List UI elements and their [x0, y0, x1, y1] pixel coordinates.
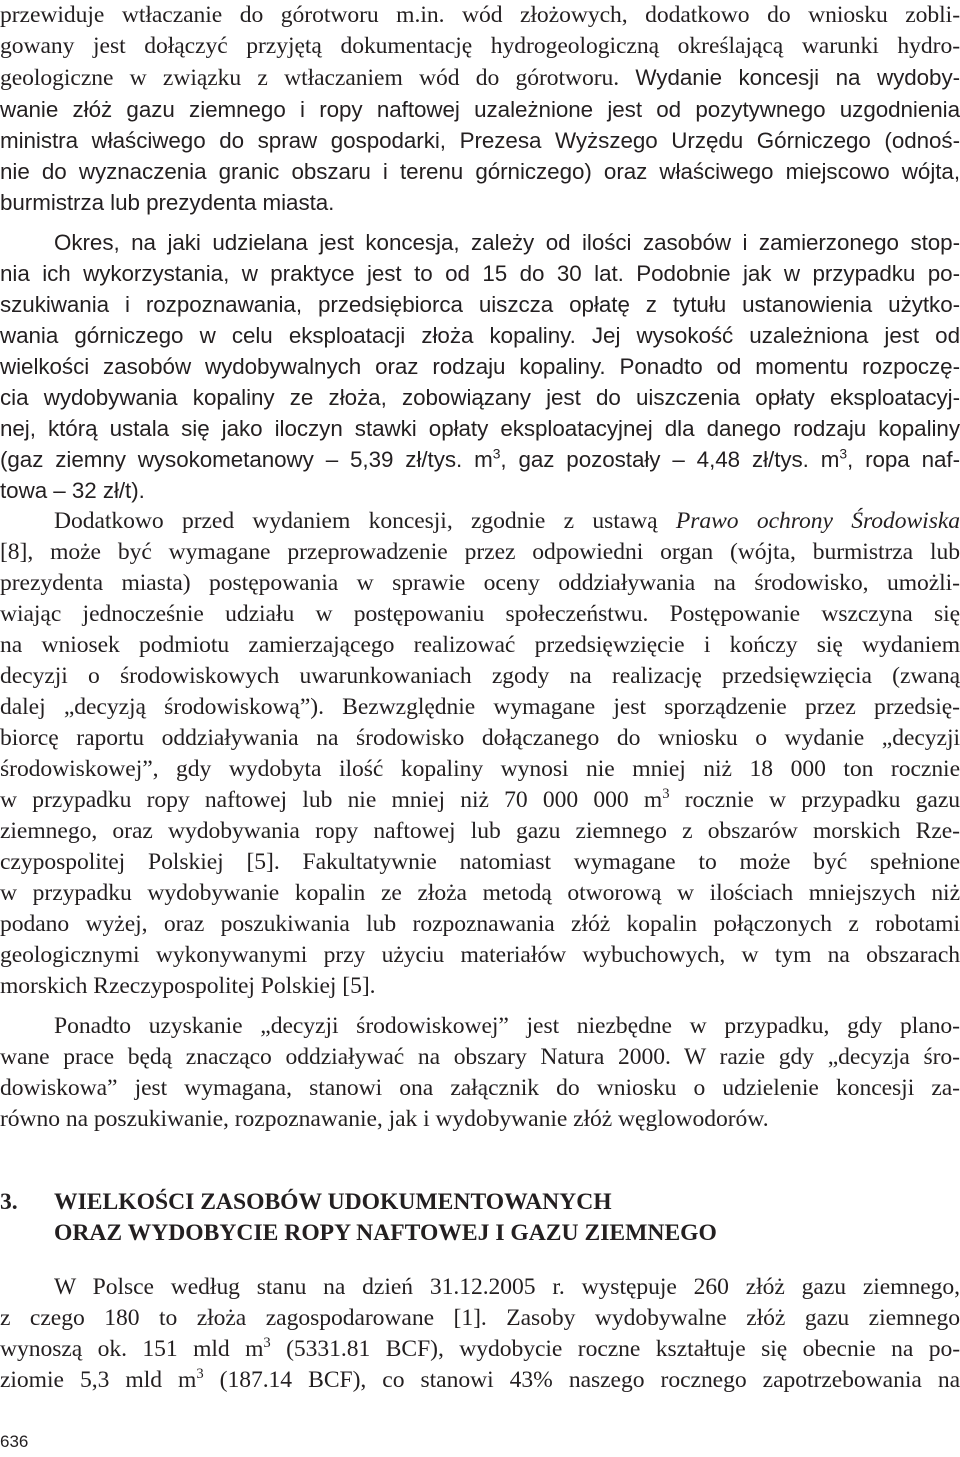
superscript: 3	[492, 445, 501, 462]
text-line: podano wyżej, oraz poszukiwania lub rozpoznawania złóż kopalin połączonych z robotami	[0, 911, 960, 937]
sans-serif-fragment: Wydanie koncesji na wydoby-	[635, 65, 960, 90]
section-title	[54, 1187, 717, 1249]
superscript: 3	[263, 1334, 271, 1351]
text-line: geologiczne w związku z wtłaczaniem wód do górotworu. Wydanie koncesji na wydoby-	[0, 65, 960, 91]
text-line: gowany jest dołączyć przyjętą dokumentację hydrogeologiczną określającą warunki hydro-	[0, 33, 960, 59]
text-line: środowiskowej”, gdy wydobyta ilość kopaliny wynosi nie mniej niż 18 000 ton rocznie	[0, 756, 960, 782]
text-line: ministra właściwego do spraw gospodarki, Prezesa Wyższego Urzędu Górniczego (odnoś-	[0, 128, 960, 153]
text-line: nie do wyznaczenia granic obszaru i terenu górniczego) oraz właściwego miejscowo wójta,	[0, 159, 960, 184]
text-line: wane prace będą znacząco oddziaływać na obszary Natura 2000. W razie gdy „decyzja śro-	[0, 1044, 960, 1070]
text-line: przewiduje wtłaczanie do górotworu m.in. wód złożowych, dodatkowo do wniosku zobli-	[0, 2, 960, 28]
text-line: na wniosek podmiotu zamierzającego realizować przedsięwzięcie i kończy się wydaniem	[0, 632, 960, 658]
text-line: dowiskowa” jest wymagana, stanowi ona załącznik do wniosku o udzielenie koncesji za-	[0, 1075, 960, 1101]
superscript: 3	[839, 445, 848, 462]
text-line: prezydenta miasta) postępowania w sprawie oceny oddziaływania na środowisko, umożli-	[0, 570, 960, 596]
text-line: Okres, na jaki udzielana jest koncesja, zależy od ilości zasobów i zamierzonego stop-	[54, 230, 960, 255]
paragraph-2	[0, 227, 960, 506]
text-line: wielkości zasobów wydobywalnych oraz rodzaju kopaliny. Ponadto od momentu rozpoczę-	[0, 354, 960, 379]
text-line: wanie złóż gazu ziemnego i ropy naftowej uzależnione jest od pozytywnego uzgodnienia	[0, 97, 960, 122]
text-line: nia ich wykorzystania, w praktyce jest to od 15 do 30 lat. Podobnie jak w przypadku po-	[0, 261, 960, 286]
text-line: W Polsce według stanu na dzień 31.12.2005 r. występuje 260 złóż gazu ziemnego,	[54, 1274, 960, 1300]
text-line: czypospolitej Polskiej [5]. Fakultatywnie natomiast wymagane to może być spełnione	[0, 849, 960, 875]
text-line: decyzji o środowiskowych uwarunkowaniach zgody na realizację przedsięwzięcia (zwaną	[0, 663, 960, 689]
text-line: biorcę raportu oddziaływania na środowisko dołączanego do wniosku o wydanie „decyzji	[0, 725, 960, 751]
text-line: szukiwania i rozpoznawania, przedsiębiorca uiszcza opłatę z tytułu ustanowienia użytko-	[0, 292, 960, 317]
text-line: w przypadku wydobywanie kopalin ze złoża metodą otworową w ilościach mniejszych niż	[0, 880, 960, 906]
text-line: cia wydobywania kopaliny ze złoża, zobowiązany jest do uiszczenia opłaty eksploatacyj-	[0, 385, 960, 410]
text-line: (gaz ziemny wysokometanowy – 5,39 zł/tys. $m^3$, gaz pozostały – 4,48 zł/tys. $m^3$, ropa naf-	[0, 445, 960, 472]
section-title-line: WIELKOŚCI ZASOBÓW UDOKUMENTOWANYCH	[54, 1189, 612, 1215]
text-line: geologicznymi wykonywanymi przy użyciu materiałów wybuchowych, w tym na obszarach	[0, 942, 960, 968]
text-line: Ponadto uzyskanie „decyzji środowiskowej” jest niezbędne w przypadku, gdy plano-	[54, 1013, 960, 1039]
superscript: 3	[196, 1365, 204, 1382]
law-title: Prawo ochrony Środowiska	[675, 508, 960, 534]
text-line: wiając jednocześnie udziału w postępowaniu społeczeństwu. Postępowanie wszczyna się	[0, 601, 960, 627]
text-line: równo na poszukiwanie, rozpoznawanie, jak i wydobywanie złóż węglowodorów.	[0, 1106, 769, 1132]
text-line: wania górniczego w celu eksploatacji złoża kopaliny. Jej wysokość uzależniona jest od	[0, 323, 960, 348]
paragraph-1	[0, 0, 960, 218]
text-line: ziomie 5,3 mld $m^3$ (187.14 BCF), co stanowi 43% naszego rocznego zapotrzebowania na	[0, 1365, 960, 1393]
superscript: 3	[662, 785, 670, 802]
paragraph-5	[0, 1272, 960, 1396]
page-number: 636	[0, 1432, 29, 1451]
text-line: w przypadku ropy naftowej lub nie mniej niż 70 000 000 $m^3$ rocznie w przypadku gazu	[0, 785, 960, 813]
paragraph-4	[0, 1011, 960, 1135]
paragraph-3	[0, 506, 960, 1002]
section-title-line: ORAZ WYDOBYCIE ROPY NAFTOWEJ I GAZU ZIEMNEGO	[54, 1220, 717, 1246]
text-line: nej, którą ustala się jako iloczyn stawki opłaty eksploatacyjnej dla danego rodzaju kopaliny	[0, 416, 960, 441]
text-line: towa – 32 zł/t).	[0, 478, 145, 503]
text-line: dalej „decyzją środowiskową”). Bezwzględnie wymagane jest sporządzenie przez przedsię-	[0, 694, 960, 720]
text-line: morskich Rzeczypospolitej Polskiej [5].	[0, 973, 376, 999]
text-line: ziemnego, oraz wydobywania ropy naftowej lub gazu ziemnego z obszarów morskich Rze-	[0, 818, 960, 844]
section-number: 3.	[0, 1189, 18, 1215]
text-line: z czego 180 to złoża zagospodarowane [1]. Zasoby wydobywalne złóż gazu ziemnego	[0, 1305, 960, 1331]
text-line: wynoszą ok. 151 mld $m^3$ (5331.81 BCF), wydobycie roczne kształtuje się obecnie na po-	[0, 1334, 960, 1362]
text-line: [8], może być wymagane przeprowadzenie przez odpowiedni organ (wójta, burmistrza lub	[0, 539, 960, 565]
text-line: Dodatkowo przed wydaniem koncesji, zgodnie z ustawą Prawo ochrony Środowiska	[54, 508, 960, 534]
text-line: burmistrza lub prezydenta miasta.	[0, 190, 335, 215]
